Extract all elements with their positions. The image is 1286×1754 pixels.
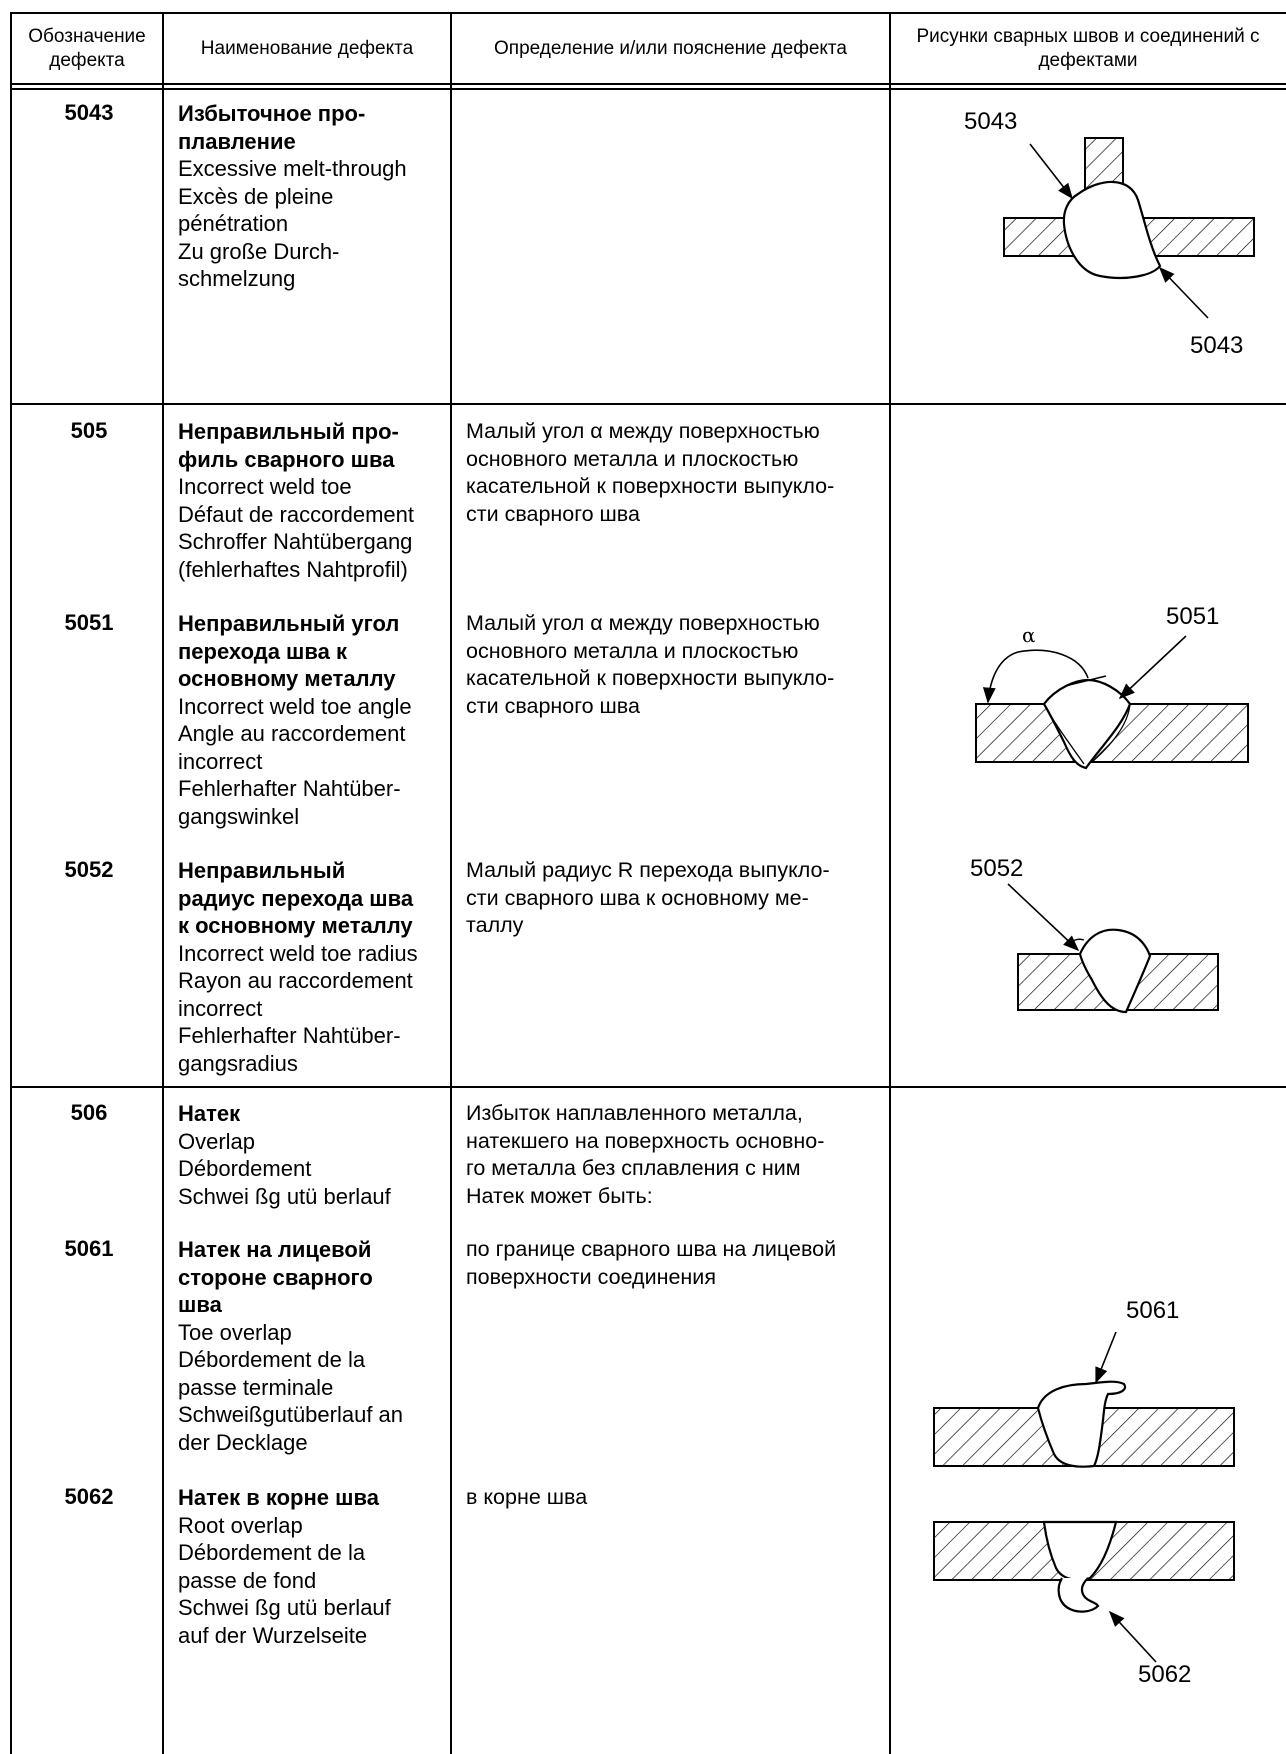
definition-line: сти сварного шва к основному ме- [466, 885, 809, 910]
name-fr: passe de fond [178, 1567, 317, 1593]
row-divider-1 [10, 403, 1286, 405]
figure-5043 [960, 96, 1260, 366]
name-en: Toe overlap [178, 1319, 292, 1345]
defect-definition [466, 1100, 876, 1210]
name-ru: Натек [178, 1101, 241, 1126]
defect-definition [466, 610, 876, 720]
defect-definition [466, 857, 876, 940]
name-ru: стороне сварного [178, 1264, 373, 1290]
defect-code [14, 100, 164, 126]
header-definition-label: Определение и/или пояснение дефекта [494, 38, 847, 59]
figure-5061 [920, 1290, 1250, 1470]
code-value: 5051 [64, 610, 114, 635]
header-double-line-2 [10, 88, 1286, 90]
definition-line: таллу [466, 913, 524, 937]
name-fr: Débordement de la [178, 1540, 366, 1565]
name-de: (fehlerhaftes Nahtprofil) [178, 556, 408, 582]
definition-line: основного металла и плоскостью [466, 446, 799, 471]
name-ru: основному металлу [178, 666, 396, 691]
name-de: Zu große Durch- [178, 238, 340, 264]
name-fr: pénétration [178, 211, 289, 236]
fig-label: 5062 [1138, 1661, 1192, 1688]
figure-5062 [920, 1512, 1250, 1692]
definition-line: Натек может быть: [466, 1183, 653, 1208]
col-divider-3 [889, 12, 891, 1754]
defect-name [178, 1484, 448, 1649]
defect-name [178, 857, 448, 1077]
name-de: gangswinkel [178, 803, 300, 829]
defect-name [178, 1236, 448, 1456]
name-de: auf der Wurzelseite [178, 1622, 368, 1648]
name-fr: Débordement de la [178, 1347, 366, 1372]
definition-line: в корне шва [466, 1485, 588, 1509]
table-border-left [10, 12, 12, 1754]
name-de: Schwei ßg utü berlauf [178, 1595, 391, 1620]
name-fr: Débordement [178, 1156, 312, 1181]
name-ru: Неправильный [178, 858, 346, 883]
definition-line: сти сварного шва [466, 501, 640, 526]
name-ru: Неправильный про- [178, 419, 399, 444]
name-fr: Rayon au raccordement [178, 968, 413, 993]
defect-code [14, 418, 164, 444]
name-ru: филь сварного шва [178, 446, 395, 472]
name-de: der Decklage [178, 1429, 308, 1455]
name-fr: Excès de pleine [178, 183, 334, 209]
definition-line: Малый радиус R перехода выпукло- [466, 858, 830, 882]
name-en: Incorrect weld toe radius [178, 940, 418, 966]
definition-line: поверхности соединения [466, 1264, 716, 1289]
defect-definition [466, 1484, 876, 1512]
fig-label: 5043 [964, 108, 1018, 135]
name-de: Schroffer Nahtübergang [178, 529, 413, 554]
definition-line: Малый угол α между поверхностью [466, 419, 820, 443]
name-de: Schwei ßg utü berlauf [178, 1183, 391, 1209]
alpha-label: α [1022, 623, 1036, 647]
defect-name [178, 100, 448, 293]
fig-label: 5051 [1166, 603, 1220, 630]
defect-definition [466, 1236, 876, 1291]
name-ru: Натек в корне шва [178, 1485, 379, 1510]
defect-name [178, 610, 448, 830]
name-en: Incorrect weld toe angle [178, 693, 412, 719]
name-ru: шва [178, 1292, 222, 1317]
fig-label: 5043 [1190, 332, 1244, 359]
defect-code [14, 610, 164, 636]
name-ru: плавление [178, 128, 296, 154]
definition-line: натекшего на поверхность основно- [466, 1128, 825, 1153]
code-value: 506 [70, 1100, 108, 1125]
row-divider-2 [10, 1086, 1286, 1088]
defect-definition [466, 418, 876, 528]
name-fr: passe terminale [178, 1374, 334, 1400]
fig-label: 5052 [970, 855, 1024, 882]
definition-line: по границе сварного шва на лицевой [466, 1237, 837, 1261]
fig-label: 5061 [1126, 1297, 1180, 1324]
header-code-label: Обозначение дефекта [28, 26, 146, 71]
header-figure-label: Рисунки сварных швов и соединений с дефектами [916, 26, 1260, 71]
definition-line: Избыток наплавленного металла, [466, 1101, 803, 1125]
definition-line: основного металла и плоскостью [466, 638, 799, 663]
header-definition [454, 14, 887, 84]
defect-name [178, 418, 448, 583]
header-name [166, 14, 448, 84]
name-de: Fehlerhafter Nahtüber- [178, 1023, 401, 1048]
code-value: 5062 [64, 1484, 114, 1509]
code-value: 5043 [64, 100, 114, 125]
code-value: 5061 [64, 1236, 114, 1261]
name-fr: incorrect [178, 748, 263, 774]
name-de: Schweißgutüberlauf an [178, 1402, 404, 1427]
definition-line: Малый угол α между поверхностью [466, 611, 820, 635]
name-fr: Angle au raccordement [178, 721, 406, 746]
code-value: 505 [70, 418, 108, 443]
name-ru: Неправильный угол [178, 611, 400, 636]
definition-line: касательной к поверхности выпукло- [466, 474, 835, 498]
header-name-label: Наименование дефекта [200, 38, 414, 59]
defect-code [14, 1484, 164, 1510]
col-divider-2 [450, 12, 452, 1754]
defect-name [178, 1100, 448, 1210]
defect-code [14, 857, 164, 883]
name-ru: Избыточное про- [178, 101, 366, 126]
figure-5051 [960, 596, 1260, 776]
figure-5052 [960, 846, 1230, 1016]
header-code [14, 14, 160, 84]
name-ru: радиус перехода шва [178, 885, 414, 911]
definition-line: го металла без сплавления с ним [466, 1156, 801, 1180]
definition-line: сти сварного шва [466, 693, 640, 718]
code-value: 5052 [64, 857, 114, 882]
name-en: Overlap [178, 1128, 256, 1154]
definition-line: касательной к поверхности выпукло- [466, 666, 835, 690]
header-figure [893, 14, 1283, 84]
name-de: gangsradius [178, 1050, 298, 1076]
name-fr: incorrect [178, 995, 263, 1021]
defect-code [14, 1100, 164, 1126]
name-fr: Défaut de raccordement [178, 501, 415, 527]
defect-code [14, 1236, 164, 1262]
name-ru: к основному металлу [178, 913, 413, 938]
name-ru: перехода шва к [178, 638, 347, 664]
name-de: schmelzung [178, 266, 296, 291]
name-de: Fehlerhafter Nahtüber- [178, 776, 401, 801]
name-ru: Натек на лицевой [178, 1237, 372, 1262]
name-en: Incorrect weld toe [178, 474, 352, 499]
name-en: Root overlap [178, 1512, 303, 1538]
name-en: Excessive melt-through [178, 156, 407, 181]
